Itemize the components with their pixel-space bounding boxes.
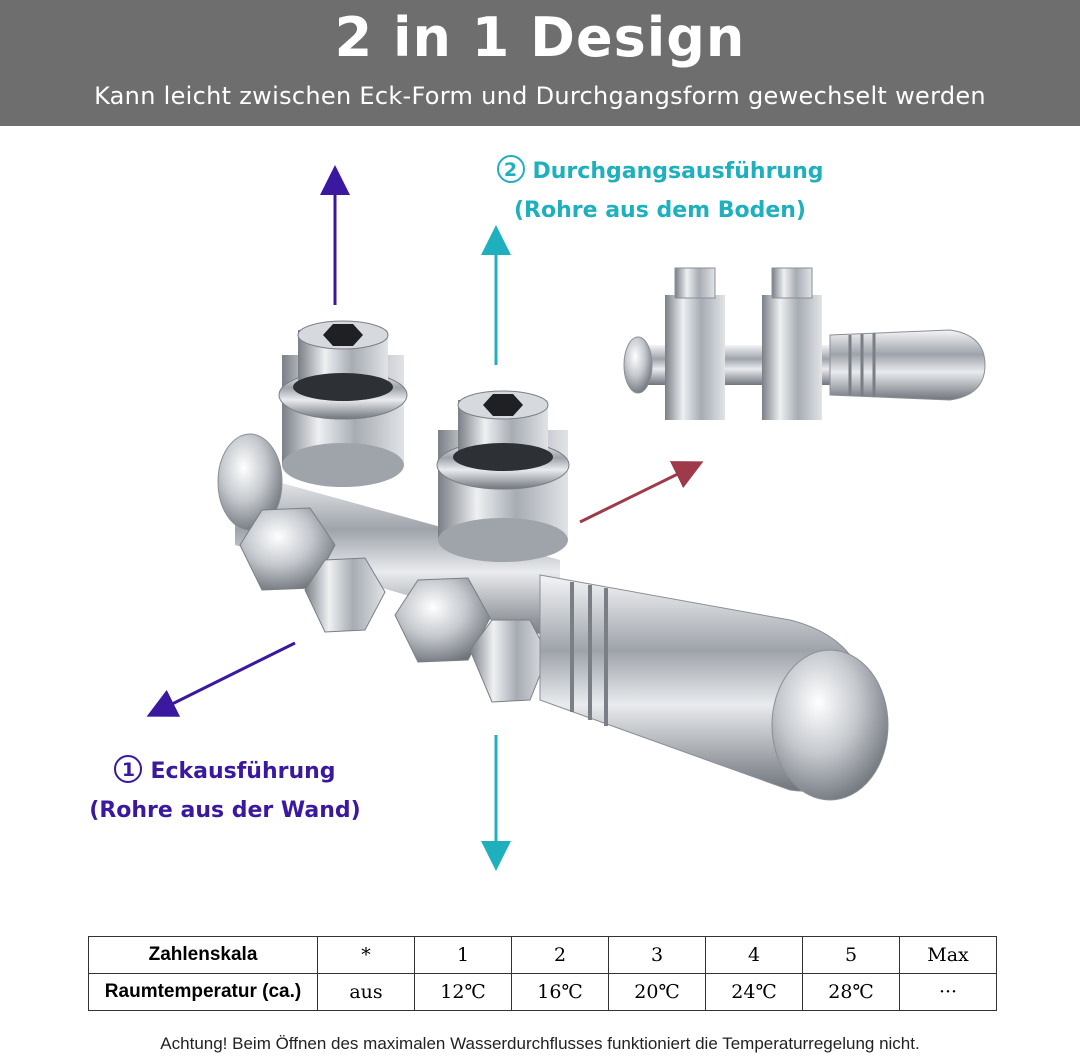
table-cell: 16℃ [512, 974, 609, 1011]
table-cell: 20℃ [609, 974, 706, 1011]
table-cell: 2 [512, 937, 609, 974]
eck-title: Eckausführung [150, 759, 336, 784]
table-cell: 28℃ [803, 974, 900, 1011]
table-cell: aus [318, 974, 415, 1011]
eck-label [60, 752, 390, 830]
number-badge-2: 2 [497, 155, 525, 183]
eck-subtitle: (Rohre aus der Wand) [89, 798, 361, 823]
scale-table [88, 936, 997, 1011]
table-row [89, 974, 997, 1011]
durchgang-label [470, 152, 850, 230]
row-header: Zahlenskala [89, 937, 318, 974]
row-header: Raumtemperatur (ca.) [89, 974, 318, 1011]
warning-note: Achtung! Beim Öffnen des maximalen Wasserdurchflusses funktioniert die Temperaturregelung nicht. [160, 1034, 920, 1053]
banner-title: 2 in 1 Design [334, 6, 746, 69]
table-row [89, 937, 997, 974]
table-cell: 3 [609, 937, 706, 974]
table-cell: 1 [415, 937, 512, 974]
table-cell: * [318, 937, 415, 974]
arrow-right-red [580, 468, 690, 522]
arrow-left-purple [160, 643, 295, 710]
durchgang-title: Durchgangsausführung [532, 159, 824, 184]
table-cell: 12℃ [415, 974, 512, 1011]
durchgang-subtitle: (Rohre aus dem Boden) [514, 198, 806, 223]
table-cell: 24℃ [706, 974, 803, 1011]
valve-inset [624, 268, 985, 420]
table-cell: 5 [803, 937, 900, 974]
banner-subtitle: Kann leicht zwischen Eck-Form und Durchgangsform gewechselt werden [94, 82, 986, 110]
table-cell: Max [900, 937, 997, 974]
table-cell: ··· [900, 974, 997, 1011]
number-badge-1: 1 [114, 755, 142, 783]
table-cell: 4 [706, 937, 803, 974]
